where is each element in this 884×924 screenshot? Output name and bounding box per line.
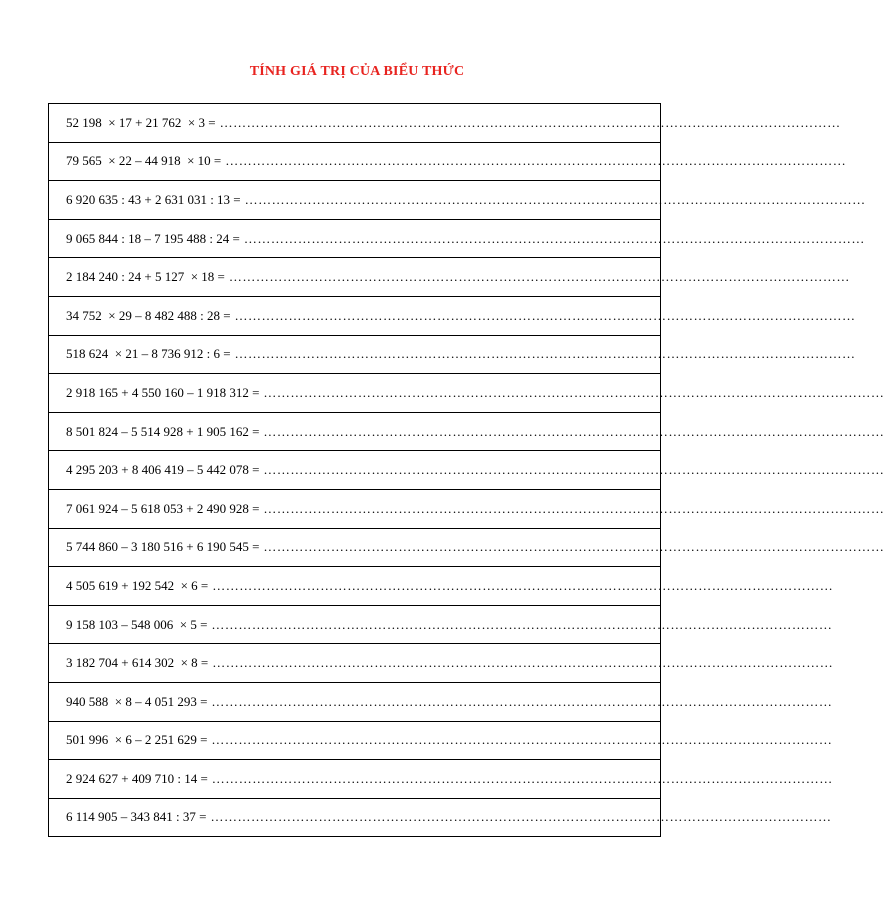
exercise-expression: 52 198 × 17 + 21 762 × 3 =: [66, 114, 216, 130]
exercise-expression: 7 061 924 – 5 618 053 + 2 490 928 =: [66, 500, 260, 516]
exercise-row: [49, 258, 661, 297]
exercise-row: [49, 219, 661, 258]
exercise-cell: [49, 104, 841, 143]
exercise-expression: 5 744 860 – 3 180 516 + 6 190 545 =: [66, 539, 260, 555]
exercise-cell: [49, 644, 834, 683]
exercise-expression: 940 588 × 8 – 4 051 293 =: [66, 693, 208, 709]
exercise-expression: 3 182 704 + 614 302 × 8 =: [66, 655, 209, 671]
exercise-cell: [49, 489, 884, 528]
exercise-expression: 518 624 × 21 – 8 736 912 : 6 =: [66, 346, 231, 362]
worksheet-title: TÍNH GIÁ TRỊ CỦA BIỂU THỨC: [249, 64, 465, 79]
exercise-line: [66, 346, 856, 362]
exercise-row: [49, 528, 661, 567]
exercise-line: [66, 114, 841, 131]
exercise-line: [66, 423, 884, 440]
exercise-row: [49, 682, 661, 721]
exercise-row: [49, 489, 661, 528]
exercise-line: [66, 539, 884, 555]
exercise-cell: [49, 335, 856, 374]
answer-blank[interactable]: …………………………………………………………………………………………………………………………: [228, 269, 850, 285]
answer-blank[interactable]: …………………………………………………………………………………………………………………………: [234, 346, 856, 362]
exercise-cell: [49, 605, 833, 644]
exercise-expression: 34 752 × 29 – 8 482 488 : 28 =: [66, 307, 231, 323]
exercise-cell: [49, 181, 866, 220]
exercise-expression: 4 505 619 + 192 542 × 6 =: [66, 577, 209, 593]
exercise-row: [49, 374, 661, 413]
answer-blank[interactable]: …………………………………………………………………………………………………………………………: [211, 770, 833, 786]
exercise-line: [66, 616, 833, 633]
answer-blank[interactable]: …………………………………………………………………………………………………………………………: [244, 191, 866, 207]
exercise-expression: 501 996 × 6 – 2 251 629 =: [66, 732, 208, 748]
exercise-expression: 4 295 203 + 8 406 419 – 5 442 078 =: [66, 462, 260, 478]
exercise-row: [49, 721, 661, 760]
exercise-row: [49, 104, 661, 143]
exercise-line: [66, 230, 865, 247]
exercise-cell: [49, 682, 833, 721]
exercise-line: [66, 732, 833, 748]
exercise-row: [49, 451, 661, 490]
answer-blank[interactable]: …………………………………………………………………………………………………………………………: [210, 809, 832, 825]
exercise-line: [66, 269, 850, 285]
exercise-row: [49, 798, 661, 837]
exercise-row: [49, 335, 661, 374]
answer-blank[interactable]: …………………………………………………………………………………………………………………………: [263, 462, 884, 478]
exercise-expression: 2 918 165 + 4 550 160 – 1 918 312 =: [66, 384, 260, 400]
answer-blank[interactable]: …………………………………………………………………………………………………………………………: [212, 577, 834, 593]
exercise-expression: 6 114 905 – 343 841 : 37 =: [66, 809, 207, 825]
answer-blank[interactable]: …………………………………………………………………………………………………………………………: [225, 153, 847, 169]
exercise-list: [49, 104, 884, 837]
exercise-row: [49, 760, 661, 799]
exercise-row: [49, 181, 661, 220]
exercise-line: [66, 577, 834, 594]
exercise-row: [49, 142, 661, 181]
exercise-line: [66, 307, 856, 324]
exercise-row: [49, 412, 661, 451]
exercise-table: [48, 103, 884, 837]
exercise-row: [49, 567, 661, 606]
exercise-line: [66, 191, 866, 208]
exercise-cell: [49, 258, 850, 297]
exercise-line: [66, 809, 832, 825]
exercise-line: [66, 384, 884, 401]
exercise-expression: 8 501 824 – 5 514 928 + 1 905 162 =: [66, 423, 260, 439]
answer-blank[interactable]: …………………………………………………………………………………………………………………………: [211, 693, 833, 709]
exercise-line: [66, 153, 847, 169]
answer-blank[interactable]: …………………………………………………………………………………………………………………………: [263, 500, 884, 516]
exercise-cell: [49, 374, 884, 413]
exercise-row: [49, 296, 661, 335]
exercise-cell: [49, 219, 865, 258]
answer-blank[interactable]: …………………………………………………………………………………………………………………………: [243, 230, 865, 246]
answer-blank[interactable]: …………………………………………………………………………………………………………………………: [211, 616, 833, 632]
exercise-expression: 9 065 844 : 18 – 7 195 488 : 24 =: [66, 230, 240, 246]
exercise-cell: [49, 142, 847, 181]
exercise-line: [66, 462, 884, 478]
exercise-line: [66, 500, 884, 517]
answer-blank[interactable]: …………………………………………………………………………………………………………………………: [219, 114, 841, 130]
exercise-line: [66, 693, 833, 710]
exercise-row: [49, 644, 661, 683]
exercise-cell: [49, 451, 884, 490]
exercise-expression: 79 565 × 22 – 44 918 × 10 =: [66, 153, 222, 169]
answer-blank[interactable]: …………………………………………………………………………………………………………………………: [263, 423, 884, 439]
exercise-line: [66, 770, 833, 787]
answer-blank[interactable]: …………………………………………………………………………………………………………………………: [234, 307, 856, 323]
exercise-cell: [49, 296, 856, 335]
exercise-expression: 2 184 240 : 24 + 5 127 × 18 =: [66, 269, 225, 285]
answer-blank[interactable]: …………………………………………………………………………………………………………………………: [263, 384, 884, 400]
exercise-row: [49, 605, 661, 644]
exercise-expression: 9 158 103 – 548 006 × 5 =: [66, 616, 208, 632]
exercise-cell: [49, 567, 834, 606]
exercise-cell: [49, 412, 884, 451]
exercise-expression: 6 920 635 : 43 + 2 631 031 : 13 =: [66, 191, 241, 207]
answer-blank[interactable]: …………………………………………………………………………………………………………………………: [263, 539, 884, 555]
answer-blank[interactable]: …………………………………………………………………………………………………………………………: [211, 732, 833, 748]
exercise-cell: [49, 721, 833, 760]
exercise-cell: [49, 528, 884, 567]
answer-blank[interactable]: …………………………………………………………………………………………………………………………: [212, 655, 834, 671]
exercise-expression: 2 924 627 + 409 710 : 14 =: [66, 770, 208, 786]
exercise-line: [66, 655, 834, 671]
exercise-cell: [49, 798, 832, 837]
exercise-cell: [49, 760, 833, 799]
